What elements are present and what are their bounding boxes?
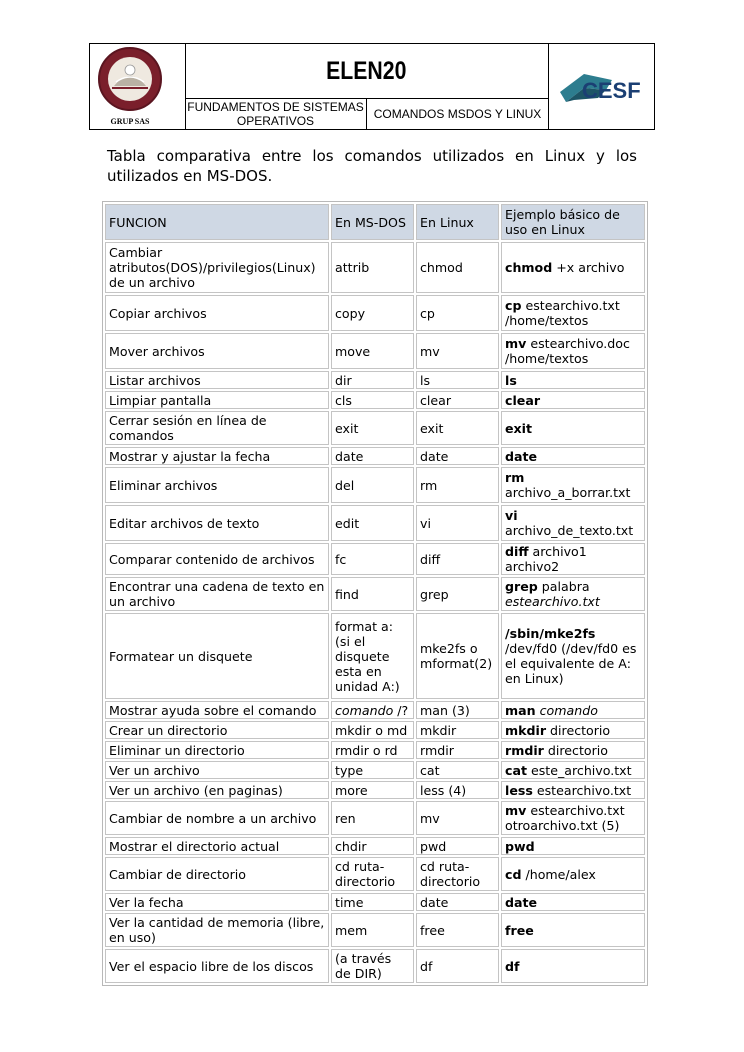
table-row xyxy=(105,242,645,293)
table-row xyxy=(105,801,645,835)
cell-funcion: Mostrar y ajustar la fecha xyxy=(105,447,329,465)
cell-linux: grep xyxy=(416,577,499,611)
table-row xyxy=(105,467,645,503)
example-args: palabra xyxy=(537,579,590,594)
example-command: rm xyxy=(505,470,525,485)
table-row xyxy=(105,913,645,947)
table-row xyxy=(105,391,645,409)
example-args: /dev/fd0 (/dev/fd0 es el equivalente de A: en Linux) xyxy=(505,641,637,686)
header-msdos: En MS-DOS xyxy=(331,204,414,240)
msdos-text: time xyxy=(335,894,364,910)
msdos-text: (a través de DIR) xyxy=(335,951,392,981)
cell-ejemplo xyxy=(501,543,645,575)
cell-ejemplo xyxy=(501,701,645,719)
cell-msdos xyxy=(331,761,414,779)
table-row xyxy=(105,721,645,739)
cell-funcion: Eliminar un directorio xyxy=(105,741,329,759)
commands-table xyxy=(102,201,648,986)
table-row xyxy=(105,893,645,911)
cell-msdos xyxy=(331,371,414,389)
svg-text:CESF: CESF xyxy=(581,77,641,103)
example-command: cd xyxy=(505,866,522,882)
cell-funcion: Editar archivos de texto xyxy=(105,505,329,541)
table-row xyxy=(105,447,645,465)
cell-linux: man (3) xyxy=(416,701,499,719)
grup-sas-logo xyxy=(90,44,186,129)
example-command: ls xyxy=(505,372,517,388)
cell-msdos xyxy=(331,333,414,369)
course-name: FUNDAMENTOS DE SISTEMAS OPERATIVOS xyxy=(187,100,364,128)
table-row xyxy=(105,411,645,445)
cell-funcion: Ver la cantidad de memoria (libre, en uso) xyxy=(105,913,329,947)
example-args: directorio xyxy=(543,742,608,758)
topic-cell xyxy=(367,99,549,129)
example-italic: comando xyxy=(539,702,598,718)
example-args: directorio xyxy=(546,722,611,738)
cell-ejemplo xyxy=(501,577,645,611)
example-command: mv xyxy=(505,803,527,818)
cell-funcion: Mostrar ayuda sobre el comando xyxy=(105,701,329,719)
example-command: grep xyxy=(505,579,538,594)
msdos-text: date xyxy=(335,448,364,464)
cell-ejemplo xyxy=(501,505,645,541)
table-row xyxy=(105,781,645,799)
cell-funcion: Encontrar una cadena de texto en un archivo xyxy=(105,577,329,611)
example-command: rmdir xyxy=(505,742,544,758)
course-name-cell xyxy=(185,99,367,129)
cell-ejemplo xyxy=(501,391,645,409)
example-command: mkdir xyxy=(505,722,547,738)
cell-ejemplo xyxy=(501,761,645,779)
cell-linux: date xyxy=(416,447,499,465)
msdos-text: ren xyxy=(335,810,356,826)
example-command: less xyxy=(505,782,533,798)
msdos-text: move xyxy=(335,343,371,359)
document-title: ELEN20 xyxy=(326,56,407,85)
example-command: vi xyxy=(505,508,518,523)
cell-linux: mv xyxy=(416,333,499,369)
cell-funcion: Copiar archivos xyxy=(105,295,329,331)
example-args: estearchivo.doc /home/textos xyxy=(505,336,630,366)
example-command: chmod xyxy=(505,260,553,275)
cell-msdos xyxy=(331,295,414,331)
table-row xyxy=(105,505,645,541)
cell-msdos xyxy=(331,391,414,409)
cell-linux: less (4) xyxy=(416,781,499,799)
example-command: date xyxy=(505,894,538,910)
cell-ejemplo xyxy=(501,295,645,331)
msdos-text: type xyxy=(335,762,364,778)
cell-funcion: Crear un directorio xyxy=(105,721,329,739)
cell-linux: ls xyxy=(416,371,499,389)
example-command: mv xyxy=(505,336,527,351)
cell-linux: clear xyxy=(416,391,499,409)
cell-msdos xyxy=(331,913,414,947)
table-row xyxy=(105,761,645,779)
example-command: free xyxy=(505,922,534,938)
cell-funcion: Ver el espacio libre de los discos xyxy=(105,949,329,983)
document-title-cell xyxy=(185,44,549,99)
cell-ejemplo xyxy=(501,613,645,699)
example-args: archivo1 archivo2 xyxy=(505,544,587,574)
cell-ejemplo xyxy=(501,371,645,389)
cell-linux: rm xyxy=(416,467,499,503)
example-command: df xyxy=(505,958,520,974)
cell-linux: chmod xyxy=(416,242,499,293)
msdos-text: fc xyxy=(335,551,347,567)
cell-msdos xyxy=(331,543,414,575)
cell-linux: mkdir xyxy=(416,721,499,739)
table-row xyxy=(105,949,645,983)
example-command: /sbin/mke2fs xyxy=(505,626,596,641)
table-row xyxy=(105,701,645,719)
cell-msdos xyxy=(331,721,414,739)
cell-funcion: Cambiar atributos(DOS)/privilegios(Linux) de un archivo xyxy=(105,242,329,293)
example-command: cat xyxy=(505,762,527,778)
cell-msdos xyxy=(331,701,414,719)
cell-ejemplo xyxy=(501,781,645,799)
cell-funcion: Cambiar de directorio xyxy=(105,857,329,891)
msdos-text: attrib xyxy=(335,260,370,275)
msdos-italic: comando xyxy=(335,702,394,718)
example-command: exit xyxy=(505,420,533,436)
cell-ejemplo xyxy=(501,913,645,947)
cell-linux: date xyxy=(416,893,499,911)
cell-ejemplo xyxy=(501,857,645,891)
cell-funcion: Cambiar de nombre a un archivo xyxy=(105,801,329,835)
table-body xyxy=(105,242,645,983)
cell-msdos xyxy=(331,801,414,835)
example-args: estearchivo.txt otroarchivo.txt (5) xyxy=(505,803,625,833)
cell-funcion: Cerrar sesión en línea de comandos xyxy=(105,411,329,445)
msdos-text: more xyxy=(335,782,368,798)
cell-funcion: Ver un archivo (en paginas) xyxy=(105,781,329,799)
cell-funcion: Formatear un disquete xyxy=(105,613,329,699)
cell-msdos xyxy=(331,447,414,465)
example-italic: estearchivo.txt xyxy=(505,594,600,609)
cesf-logo xyxy=(549,44,654,129)
cell-ejemplo xyxy=(501,949,645,983)
cell-linux: free xyxy=(416,913,499,947)
grup-sas-seal-icon xyxy=(90,44,185,129)
header-funcion: FUNCION xyxy=(105,204,329,240)
cell-ejemplo xyxy=(501,837,645,855)
example-command: pwd xyxy=(505,838,535,854)
table-row xyxy=(105,741,645,759)
table-row xyxy=(105,543,645,575)
msdos-text: mem xyxy=(335,922,368,938)
cell-msdos xyxy=(331,467,414,503)
msdos-text: find xyxy=(335,586,359,602)
cell-linux: pwd xyxy=(416,837,499,855)
header-linux: En Linux xyxy=(416,204,499,240)
cell-funcion: Mostrar el directorio actual xyxy=(105,837,329,855)
cell-msdos xyxy=(331,781,414,799)
example-args: archivo_a_borrar.txt xyxy=(505,485,631,500)
example-args: este_archivo.txt xyxy=(526,762,632,778)
cell-msdos xyxy=(331,893,414,911)
msdos-text: format a: (si el disquete esta en unidad A:) xyxy=(335,618,400,694)
cell-funcion: Ver la fecha xyxy=(105,893,329,911)
intro-paragraph: Tabla comparativa entre los comandos utilizados en Linux y los utilizados en MS-DOS. xyxy=(107,147,637,185)
cell-ejemplo xyxy=(501,333,645,369)
header-ejemplo: Ejemplo básico de uso en Linux xyxy=(501,204,645,240)
msdos-text: edit xyxy=(335,515,360,531)
cesf-logo-icon xyxy=(554,62,650,112)
example-args: estearchivo.txt xyxy=(532,782,632,798)
cell-linux: rmdir xyxy=(416,741,499,759)
table-row xyxy=(105,333,645,369)
topic-name: COMANDOS MSDOS Y LINUX xyxy=(373,107,542,121)
cell-msdos xyxy=(331,411,414,445)
cell-ejemplo xyxy=(501,741,645,759)
cell-msdos xyxy=(331,741,414,759)
table-row xyxy=(105,837,645,855)
cell-ejemplo xyxy=(501,801,645,835)
cell-linux: df xyxy=(416,949,499,983)
cell-msdos xyxy=(331,857,414,891)
cell-linux: mv xyxy=(416,801,499,835)
msdos-text: chdir xyxy=(335,838,367,854)
msdos-text: mkdir o md xyxy=(335,722,408,738)
example-command: cp xyxy=(505,298,522,313)
cell-ejemplo xyxy=(501,411,645,445)
cell-ejemplo xyxy=(501,447,645,465)
msdos-text: cd ruta-directorio xyxy=(335,859,396,889)
cell-linux: exit xyxy=(416,411,499,445)
example-command: clear xyxy=(505,392,541,408)
table-row xyxy=(105,295,645,331)
cell-msdos xyxy=(331,837,414,855)
cell-funcion: Comparar contenido de archivos xyxy=(105,543,329,575)
msdos-text: del xyxy=(335,477,355,493)
table-row xyxy=(105,371,645,389)
example-command: diff xyxy=(505,544,529,559)
example-args: archivo_de_texto.txt xyxy=(505,523,634,538)
cell-ejemplo xyxy=(501,242,645,293)
cell-msdos xyxy=(331,613,414,699)
cell-ejemplo xyxy=(501,721,645,739)
svg-text:GRUP SAS: GRUP SAS xyxy=(110,117,150,126)
cell-linux: cat xyxy=(416,761,499,779)
msdos-text: dir xyxy=(335,372,352,388)
msdos-text: exit xyxy=(335,420,359,436)
cell-msdos xyxy=(331,242,414,293)
msdos-text: copy xyxy=(335,305,366,321)
table-row xyxy=(105,613,645,699)
cell-funcion: Limpiar pantalla xyxy=(105,391,329,409)
msdos-text: rmdir o rd xyxy=(335,742,398,758)
cell-funcion: Mover archivos xyxy=(105,333,329,369)
table-row xyxy=(105,577,645,611)
cell-msdos xyxy=(331,505,414,541)
cell-msdos xyxy=(331,577,414,611)
table-header-row xyxy=(105,204,645,240)
cell-funcion: Listar archivos xyxy=(105,371,329,389)
cell-ejemplo xyxy=(501,467,645,503)
msdos-text: cls xyxy=(335,392,352,408)
table-row xyxy=(105,857,645,891)
example-command: man xyxy=(505,702,536,718)
cell-funcion: Ver un archivo xyxy=(105,761,329,779)
cell-ejemplo xyxy=(501,893,645,911)
cell-linux: cd ruta-directorio xyxy=(416,857,499,891)
example-args: +x archivo xyxy=(552,260,625,275)
cell-linux: cp xyxy=(416,295,499,331)
example-args: /home/alex xyxy=(521,866,596,882)
msdos-text: /? xyxy=(393,702,409,718)
cell-linux: diff xyxy=(416,543,499,575)
cell-funcion: Eliminar archivos xyxy=(105,467,329,503)
document-header xyxy=(89,43,655,130)
example-command: date xyxy=(505,448,538,464)
example-args: estearchivo.txt /home/textos xyxy=(505,298,620,328)
cell-linux: mke2fs o mformat(2) xyxy=(416,613,499,699)
cell-msdos xyxy=(331,949,414,983)
cell-linux: vi xyxy=(416,505,499,541)
